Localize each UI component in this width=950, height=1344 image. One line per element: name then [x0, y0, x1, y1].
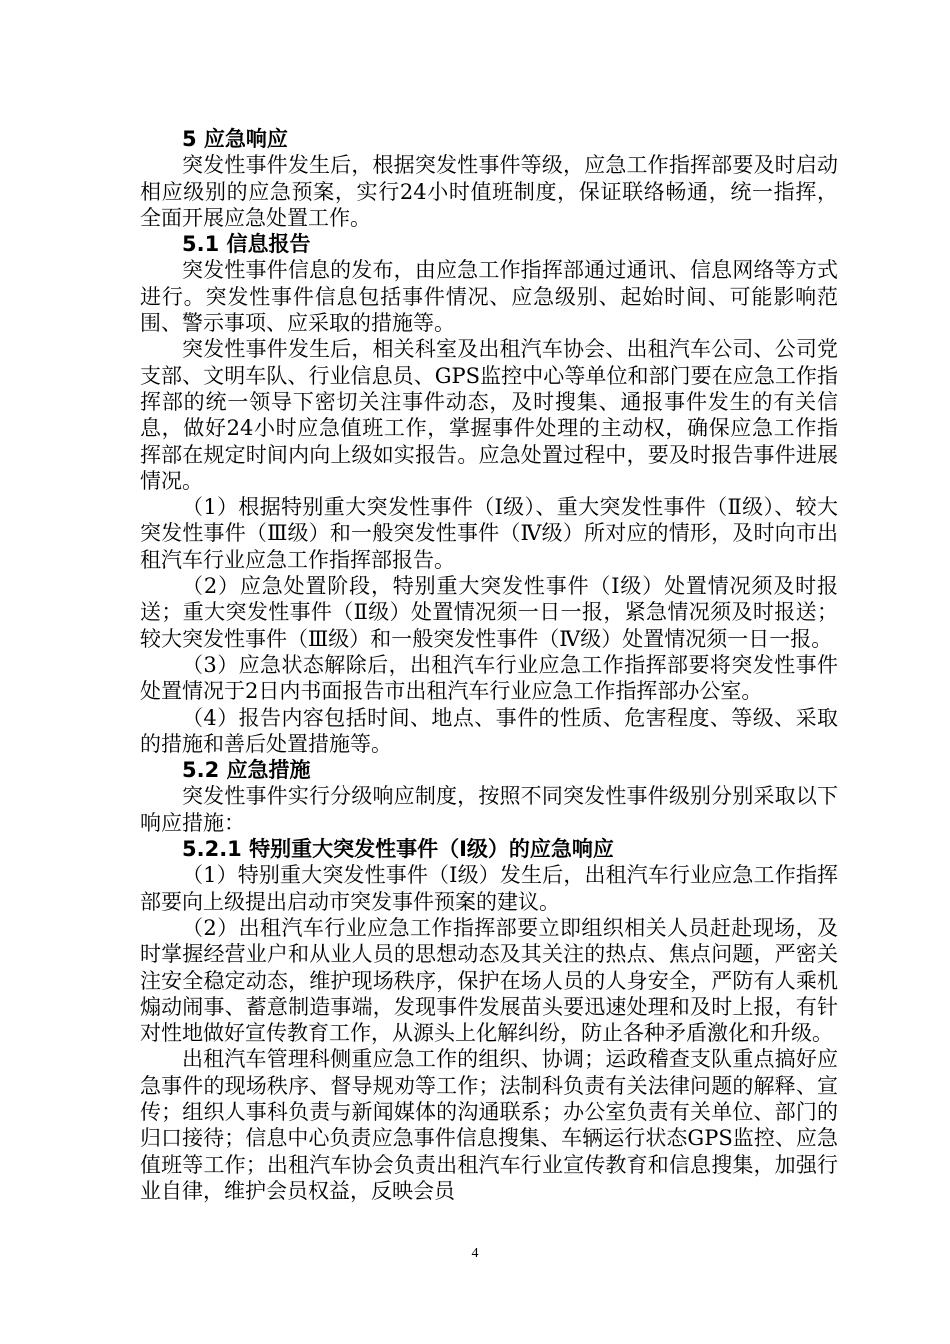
document-body — [140, 126, 838, 1204]
section-heading: 5.2.1 特别重大突发性事件（Ⅰ级）的应急响应 — [182, 837, 614, 862]
section-heading: 5.2 应急措施 — [182, 758, 311, 783]
paragraph: （3）应急状态解除后，出租汽车行业应急工作指挥部要将突发性事件处置情况于2日内书面报告市出租汽车行业应急工作指挥部办公室。 — [140, 652, 838, 704]
paragraph: 突发性事件信息的发布，由应急工作指挥部通过通讯、信息网络等方式进行。突发性事件信息包括事件情况、应急级别、起始时间、可能影响范围、警示事项、应采取的措施等。 — [140, 258, 838, 336]
paragraph: 突发性事件实行分级响应制度，按照不同突发性事件级别分别采取以下响应措施： — [140, 784, 838, 835]
paragraph: （2）应急处置阶段，特别重大突发性事件（Ⅰ级）处置情况须及时报送；重大突发性事件（Ⅱ级）处置情况须一日一报，紧急情况须及时报送；较大突发性事件（Ⅲ级）和一般突发性事件（Ⅳ级）处置情况须一日一报。 — [140, 574, 838, 651]
paragraph: 突发性事件发生后，相关科室及出租汽车协会、出租汽车公司、公司党支部、文明车队、行业信息员、GPS监控中心等单位和部门要在应急工作指挥部的统一领导下密切关注事件动态，及时搜集、通报事件发生的有关信息，做好24小时应急值班工作，掌握事件处理的主动权，确保应急工作指挥部在规定时间内向上级如实报告。应急处置过程中，要及时报告事件进展情况。 — [140, 337, 838, 493]
paragraph: （1）特别重大突发性事件（Ⅰ级）发生后，出租汽车行业应急工作指挥部要向上级提出启动市突发事件预案的建议。 — [140, 863, 838, 914]
page-number: 4 — [471, 1246, 479, 1261]
paragraph: 出租汽车管理科侧重应急工作的组织、协调；运政稽查支队重点搞好应急事件的现场秩序、督导规劝等工作；法制科负责有关法律问题的解释、宣传；组织人事科负责与新闻媒体的沟通联系；办公室负责有关单位、部门的归口接待；信息中心负责应急事件信息搜集、车辆运行状态GPS监控、应急值班等工作；出租汽车协会负责出租汽车行业宣传教育和信息搜集，加强行业自律，维护会员权益，反映会员 — [140, 1047, 838, 1203]
paragraph: （4）报告内容包括时间、地点、事件的性质、危害程度、等级、采取的措施和善后处置措施等。 — [140, 705, 838, 756]
paragraph: （2）出租汽车行业应急工作指挥部要立即组织相关人员赶赴现场，及时掌握经营业户和从业人员的思想动态及其关注的热点、焦点问题，严密关注安全稳定动态，维护现场秩序，保护在场人员的人身安全，严防有人乘机煽动闹事、蓄意制造事端，发现事件发展苗头要迅速处理和及时上报，有针对性地做好宣传教育工作，从源头上化解纠纷，防止各种矛盾激化和升级。 — [140, 915, 838, 1046]
section-heading: 5.1 信息报告 — [182, 232, 311, 257]
section-heading: 5 应急响应 — [182, 127, 288, 151]
paragraph: （1）根据特别重大突发性事件（Ⅰ级）、重大突发性事件（Ⅱ级）、较大突发性事件（Ⅲ级）和一般突发性事件（Ⅳ级）所对应的情形，及时向市出租汽车行业应急工作指挥部报告。 — [140, 495, 838, 572]
paragraph: 突发性事件发生后，根据突发性事件等级，应急工作指挥部要及时启动相应级别的应急预案，实行24小时值班制度，保证联络畅通，统一指挥，全面开展应急处置工作。 — [140, 153, 838, 230]
